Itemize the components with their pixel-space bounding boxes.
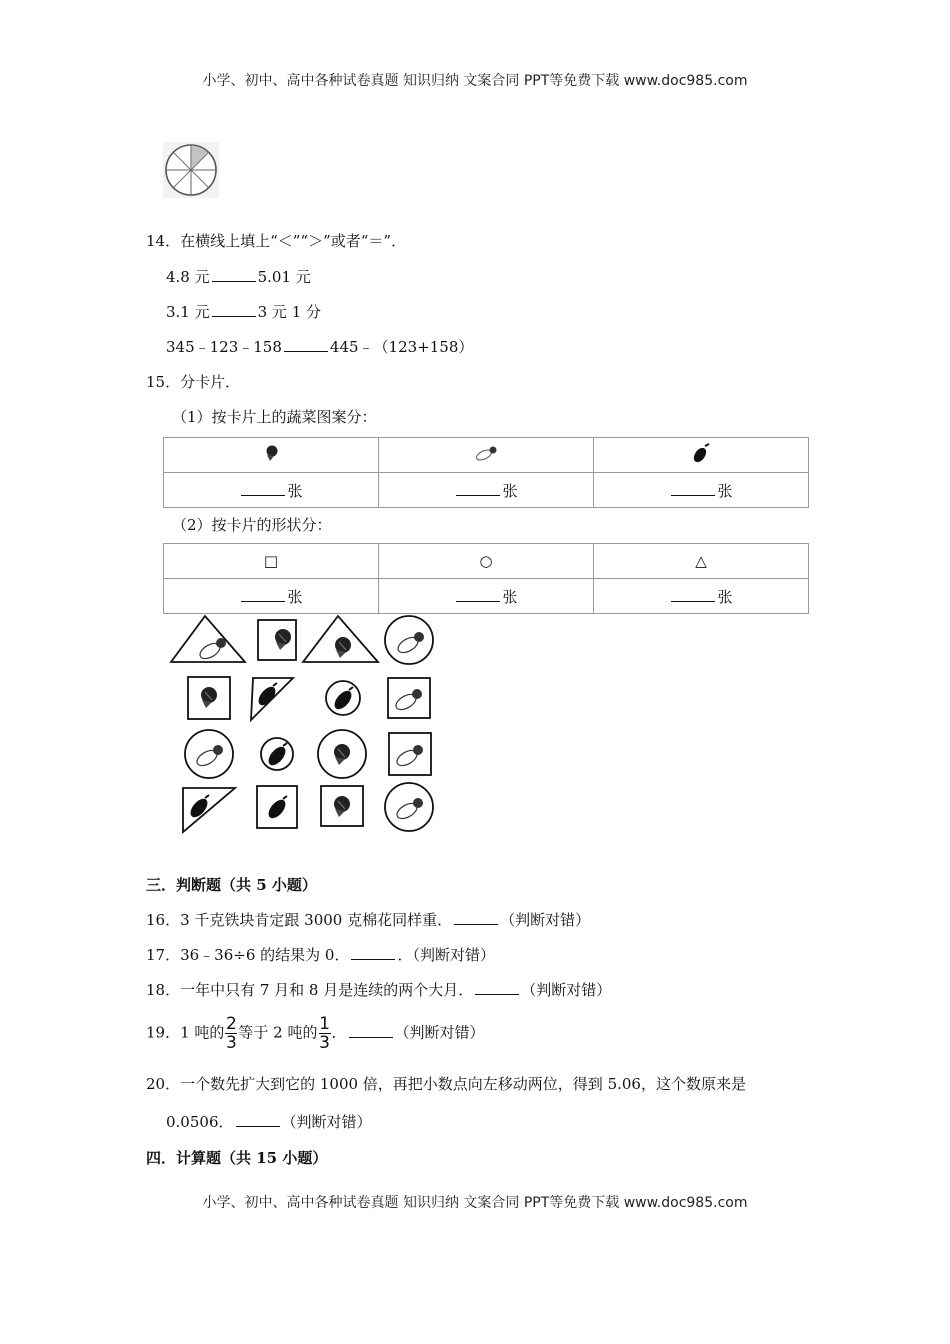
circle-count xyxy=(379,579,594,614)
answer-blank[interactable] xyxy=(241,481,285,496)
judge-label: （判断对错） xyxy=(412,946,495,964)
q14-row-1 xyxy=(166,266,311,287)
answer-blank[interactable] xyxy=(671,481,715,496)
unit-label: 张 xyxy=(717,481,733,500)
answer-blank[interactable] xyxy=(456,587,500,602)
q14-row-2-right: 3 元 1 分 xyxy=(257,303,322,321)
fraction-one-third xyxy=(319,1015,331,1052)
q17 xyxy=(146,944,495,965)
q17-end: ． xyxy=(397,946,413,964)
vegetable-table xyxy=(163,437,809,508)
judge-label: （判断对错） xyxy=(500,911,591,929)
q14-row-2-left: 3.1 元 xyxy=(166,303,210,321)
q14-row-1-left: 4.8 元 xyxy=(166,268,210,286)
answer-blank[interactable] xyxy=(351,945,395,960)
eggplant-header xyxy=(594,438,809,473)
fraction-two-thirds xyxy=(225,1015,237,1052)
answer-blank[interactable] xyxy=(671,587,715,602)
answer-blank[interactable] xyxy=(454,910,498,925)
answer-blank[interactable] xyxy=(212,267,256,282)
page-footer: 小学、初中、高中各种试卷真题 知识归纳 文案合同 PPT等免费下载 www.doc985.com xyxy=(202,1195,748,1211)
fraction-numerator: 2 xyxy=(225,1014,237,1034)
q14-row-3-right: 445﹣（123+158） xyxy=(329,338,474,356)
q16 xyxy=(146,909,590,930)
q14-row-3-left: 345﹣123﹣158 xyxy=(166,338,282,356)
unit-label: 张 xyxy=(717,587,733,606)
square-header: □ xyxy=(164,544,379,579)
q15-sub2: （2）按卡片的形状分： xyxy=(172,516,332,534)
carrot-icon xyxy=(472,445,500,461)
fraction-pie-figure xyxy=(162,141,220,199)
carrot-count xyxy=(379,473,594,508)
q16-text: 16．3 千克铁块肯定跟 3000 克棉花同样重． xyxy=(146,911,453,929)
q20-line-2 xyxy=(166,1111,372,1132)
q19-end: ． xyxy=(331,1023,347,1042)
fraction-denominator: 3 xyxy=(225,1033,237,1053)
answer-blank[interactable] xyxy=(456,481,500,496)
shape-table xyxy=(163,543,809,614)
q18 xyxy=(146,979,611,1000)
fraction-denominator: 3 xyxy=(319,1033,330,1053)
q15-sub1: （1）按卡片上的蔬菜图案分： xyxy=(172,408,377,426)
vegetable-cards-figure xyxy=(163,612,443,838)
judge-label: （判断对错） xyxy=(521,981,612,999)
triangle-count xyxy=(594,579,809,614)
answer-blank[interactable] xyxy=(236,1112,280,1127)
eggplant-icon xyxy=(690,443,712,463)
answer-blank[interactable] xyxy=(475,980,519,995)
q19-text-b: 等于 2 吨的 xyxy=(238,1023,318,1042)
judge-label: （判断对错） xyxy=(281,1113,372,1131)
circle-header: ○ xyxy=(379,544,594,579)
q19 xyxy=(146,1015,485,1052)
cabbage-icon xyxy=(263,444,279,462)
unit-label: 张 xyxy=(287,587,303,606)
unit-label: 张 xyxy=(502,481,518,500)
square-count xyxy=(164,579,379,614)
unit-label: 张 xyxy=(502,587,518,606)
answer-blank[interactable] xyxy=(284,337,328,352)
triangle-header: △ xyxy=(594,544,809,579)
q17-text: 17．36﹣36÷6 的结果为 0． xyxy=(146,946,350,964)
cabbage-count xyxy=(164,473,379,508)
section-3-title: 三．判断题（共 5 小题） xyxy=(146,876,317,894)
q19-text-a: 19．1 吨的 xyxy=(146,1023,225,1042)
q14-row-2 xyxy=(166,301,321,322)
q20-text: 0.0506． xyxy=(166,1113,234,1131)
unit-label: 张 xyxy=(287,481,303,500)
page-header: 小学、初中、高中各种试卷真题 知识归纳 文案合同 PPT等免费下载 www.doc985.com xyxy=(202,73,748,89)
q14-row-1-right: 5.01 元 xyxy=(257,268,311,286)
judge-label: （判断对错） xyxy=(394,1023,485,1042)
q20-line-1: 20．一个数先扩大到它的 1000 倍，再把小数点向左移动两位，得到 5.06，这个数原来是 xyxy=(146,1075,746,1093)
answer-blank[interactable] xyxy=(241,587,285,602)
eggplant-count xyxy=(594,473,809,508)
q15-title: 15．分卡片． xyxy=(146,373,241,391)
q14-row-3 xyxy=(166,336,473,357)
answer-blank[interactable] xyxy=(349,1023,393,1038)
section-4-title: 四．计算题（共 15 小题） xyxy=(146,1149,328,1167)
answer-blank[interactable] xyxy=(212,302,256,317)
cabbage-header xyxy=(164,438,379,473)
fraction-numerator: 1 xyxy=(319,1014,330,1034)
q18-text: 18．一年中只有 7 月和 8 月是连续的两个大月． xyxy=(146,981,474,999)
carrot-header xyxy=(379,438,594,473)
q14-title: 14．在横线上填上“＜”“＞”或者“＝”． xyxy=(146,232,407,250)
